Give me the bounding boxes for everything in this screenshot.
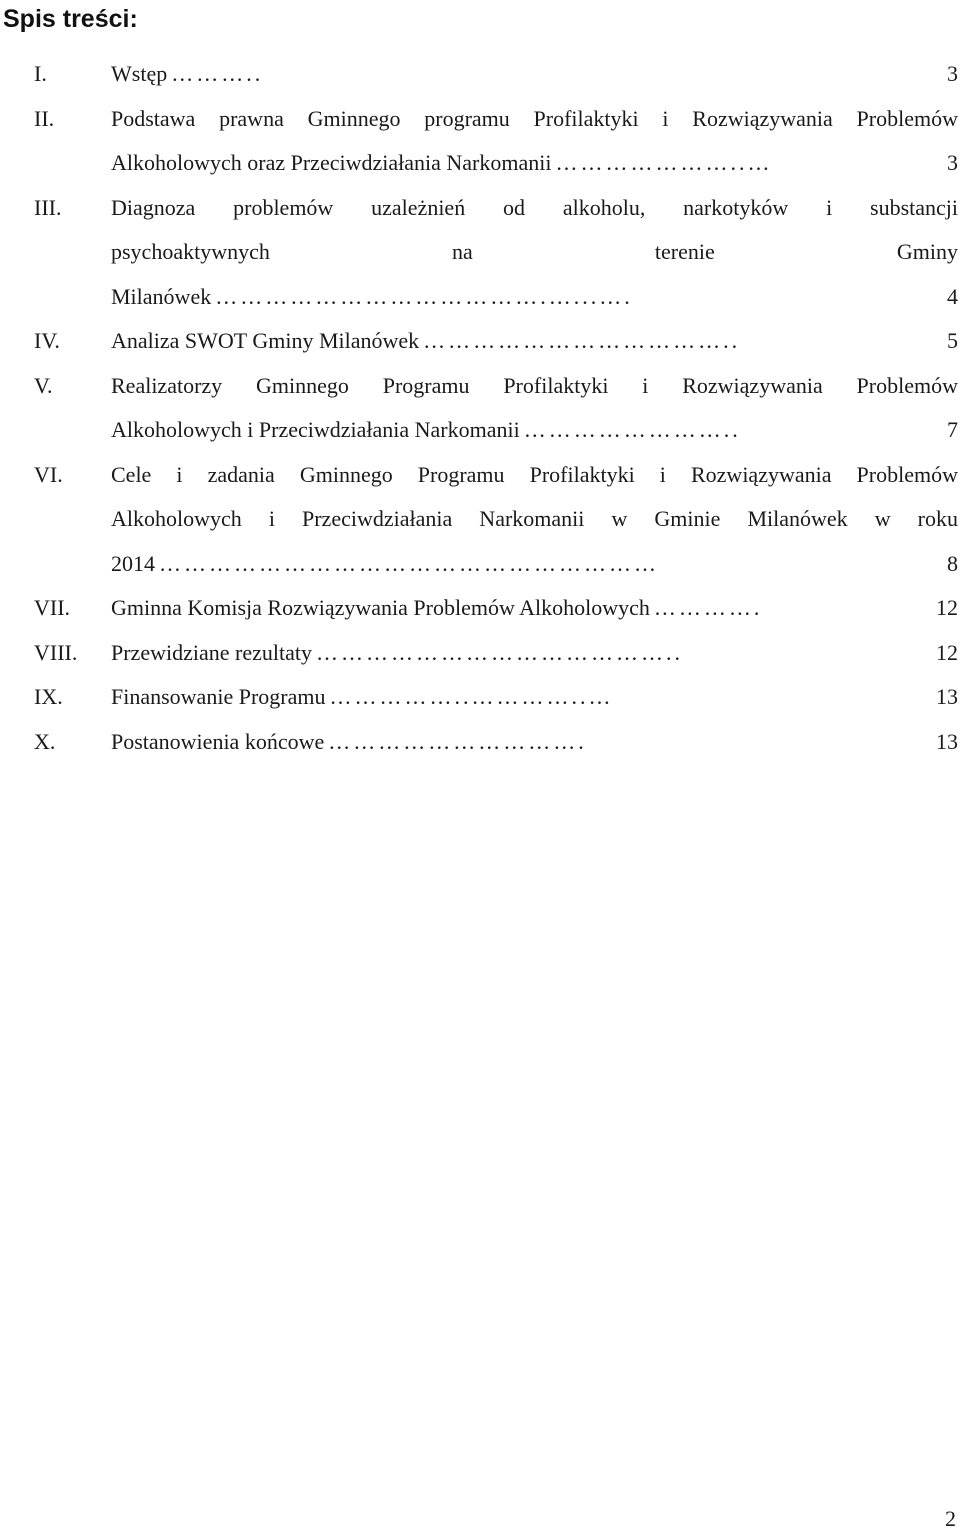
toc-entry-label: Alkoholowych i Przeciwdziałania Narkomanii [111, 417, 520, 442]
dot-leader: …………………………. [328, 728, 587, 754]
toc-entry-text [111, 186, 958, 320]
dot-leader: …………………………………….. [315, 639, 683, 665]
toc-entry-text [111, 675, 958, 720]
toc-entry[interactable] [0, 675, 960, 720]
toc-entry-last-line [111, 542, 958, 587]
toc-entry[interactable] [0, 720, 960, 765]
toc-entry-last-line [111, 141, 958, 186]
toc-entry[interactable] [0, 97, 960, 186]
toc-entry-number: VII. [34, 595, 71, 620]
toc-entry-line: Alkoholowych i Przeciwdziałania Narkomanii w Gminie Milanówek w roku [111, 506, 958, 531]
dot-leader: ……………………………….. [423, 328, 741, 353]
toc-entry-last-line [111, 275, 958, 320]
toc-entry-page: 7 [947, 417, 958, 442]
toc-entry[interactable] [0, 586, 960, 631]
toc-entry-number: II. [34, 105, 55, 131]
dot-leader: …………………….. [523, 417, 741, 442]
toc-entry-page: 12 [936, 595, 958, 620]
toc-entry-text [111, 720, 958, 765]
toc-entry-number: IV. [34, 328, 60, 353]
toc-entry-label: 2014 [111, 550, 155, 576]
toc-entry-text [111, 52, 958, 97]
toc-entry-page: 13 [936, 684, 958, 709]
toc-entry-line: Diagnoza problemów uzależnień od alkoholu, narkotyków i substancji [111, 194, 958, 220]
toc-entry[interactable] [0, 631, 960, 676]
toc-entry-text [111, 631, 958, 676]
toc-entry-page: 12 [936, 639, 958, 665]
dot-leader: …………………………………………………… [159, 550, 659, 576]
toc-entry-number: VI. [34, 461, 63, 487]
toc-entry[interactable] [0, 453, 960, 587]
toc-entry-last-line [111, 675, 958, 720]
toc-list [0, 52, 960, 764]
toc-entry-number: III. [34, 194, 62, 220]
toc-entry-page: 5 [947, 328, 958, 353]
toc-title: Spis treści: [3, 5, 138, 33]
toc-entry[interactable] [0, 319, 960, 364]
toc-entry-page: 3 [947, 150, 958, 175]
toc-entry-label: Finansowanie Programu [111, 684, 326, 709]
toc-entry-label: Milanówek [111, 283, 212, 309]
toc-entry-last-line [111, 408, 958, 453]
dot-leader: ……………..…………..… [329, 684, 614, 709]
toc-entry-last-line [111, 720, 958, 765]
toc-entry[interactable] [0, 52, 960, 97]
toc-entry-line: Podstawa prawna Gminnego programu Profilaktyki i Rozwiązywania Problemów [111, 105, 958, 131]
toc-entry-page: 13 [936, 728, 958, 754]
toc-entry-line: psychoaktywnych na terenie Gminy [111, 239, 958, 264]
toc-entry[interactable] [0, 364, 960, 453]
toc-entry-line: Cele i zadania Gminnego Programu Profilaktyki i Rozwiązywania Problemów [111, 461, 958, 487]
page-number: 2 [945, 1506, 956, 1531]
toc-entry-label: Gminna Komisja Rozwiązywania Problemów Alkoholowych [111, 595, 650, 620]
toc-entry[interactable] [0, 186, 960, 320]
dot-leader: …………………..… [555, 150, 773, 175]
dot-leader: …………. [653, 595, 763, 620]
toc-entry-label: Przewidziane rezultaty [111, 639, 312, 665]
toc-entry-page: 4 [947, 283, 958, 309]
toc-entry-last-line [111, 52, 958, 97]
toc-entry-text [111, 586, 958, 631]
toc-entry-label: Postanowienia końcowe [111, 728, 325, 754]
toc-entry-text [111, 97, 958, 186]
toc-entry-last-line [111, 631, 958, 676]
toc-entry-number: V. [34, 372, 53, 398]
toc-entry-number: VIII. [34, 639, 78, 665]
toc-entry-line: Realizatorzy Gminnego Programu Profilaktyki i Rozwiązywania Problemów [111, 372, 958, 398]
toc-entry-last-line [111, 319, 958, 364]
toc-entry-text [111, 453, 958, 587]
toc-entry-text [111, 364, 958, 453]
toc-entry-page: 3 [947, 61, 958, 86]
toc-entry-number: X. [34, 728, 56, 754]
toc-entry-label: Wstęp [111, 61, 168, 86]
dot-leader: ……….. [171, 61, 264, 86]
toc-entry-label: Alkoholowych oraz Przeciwdziałania Narkomanii [111, 150, 552, 175]
toc-entry-number: IX. [34, 684, 63, 709]
toc-entry-label: Analiza SWOT Gminy Milanówek [111, 328, 420, 353]
toc-entry-page: 8 [947, 550, 958, 576]
toc-entry-text [111, 319, 958, 364]
toc-entry-last-line [111, 586, 958, 631]
toc-entry-number: I. [34, 61, 47, 86]
dot-leader: ………………………………….…...…. [215, 283, 633, 309]
